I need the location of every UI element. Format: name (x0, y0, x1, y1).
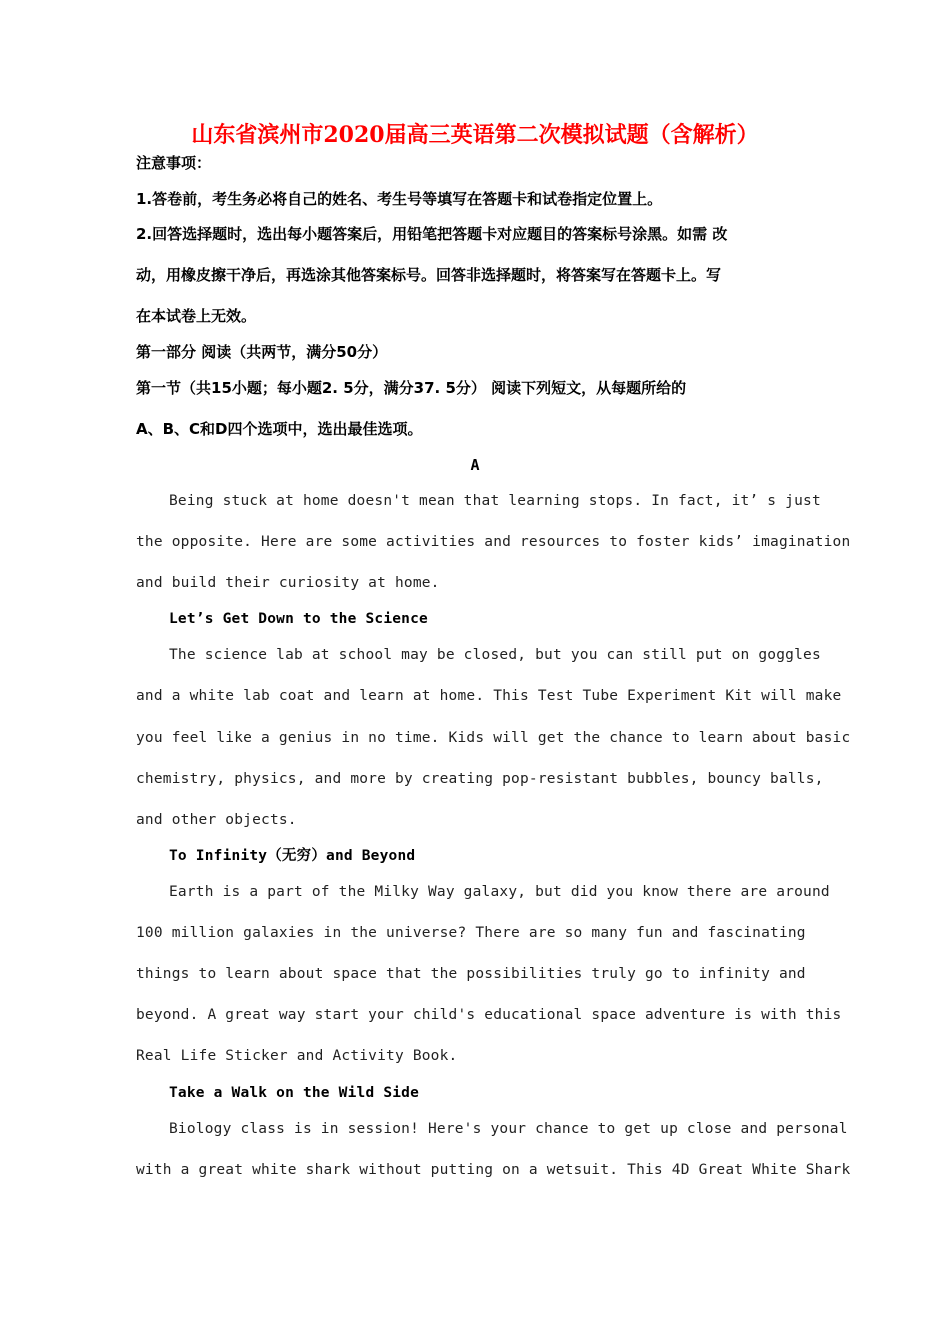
section1-instructions-line-2: A、B、C和D四个选项中，选出最佳选项。 (136, 420, 423, 438)
infinity-line-1: Earth is a part of the Milky Way galaxy, but did you know there are around (169, 884, 830, 900)
intro-line-3: and build their curiosity at home. (136, 575, 440, 591)
notes-heading: 注意事项： (136, 154, 212, 172)
section1-instructions-line-1: 第一节（共15小题；每小题2. 5分，满分37. 5分） 阅读下列短文，从每题所给的 (136, 379, 687, 397)
science-line-4: chemistry, physics, and more by creating pop-resistant bubbles, bouncy balls, (136, 771, 824, 787)
science-line-1: The science lab at school may be closed, but you can still put on goggles (169, 647, 821, 663)
infinity-line-4: beyond. A great way start your child's educational space adventure is with this (136, 1007, 842, 1023)
science-line-3: you feel like a genius in no time. Kids will get the chance to learn about basic (136, 730, 851, 746)
notes-item-2-line-3: 在本试卷上无效。 (136, 307, 257, 325)
intro-line-2: the opposite. Here are some activities and resources to foster kids’ imagination (136, 534, 851, 550)
subheading-infinity: To Infinity（无穷）and Beyond (169, 848, 416, 864)
science-line-5: and other objects. (136, 812, 297, 828)
science-line-2: and a white lab coat and learn at home. This Test Tube Experiment Kit will make (136, 688, 842, 704)
infinity-line-5: Real Life Sticker and Activity Book. (136, 1048, 458, 1064)
document-title: 山东省滨州市2020届高三英语第二次模拟试题（含解析） (191, 122, 759, 148)
subheading-science: Let’s Get Down to the Science (169, 611, 428, 627)
part1-heading: 第一部分 阅读（共两节，满分50分） (136, 343, 388, 361)
passage-letter: A (470, 456, 480, 474)
wild-side-line-1: Biology class is in session! Here's your chance to get up close and personal (169, 1121, 848, 1137)
infinity-line-2: 100 million galaxies in the universe? There are so many fun and fascinating (136, 925, 806, 941)
subheading-wild-side: Take a Walk on the Wild Side (169, 1085, 420, 1101)
notes-item-2-line-1: 2.回答选择题时，选出每小题答案后，用铅笔把答题卡对应题目的答案标号涂黑。如需 改 (136, 225, 728, 243)
intro-line-1: Being stuck at home doesn't mean that learning stops. In fact, it’ s just (169, 493, 821, 509)
wild-side-line-2: with a great white shark without putting on a wetsuit. This 4D Great White Shark (136, 1162, 851, 1178)
infinity-line-3: things to learn about space that the possibilities truly go to infinity and (136, 966, 806, 982)
notes-item-2-line-2: 动，用橡皮擦干净后，再选涂其他答案标号。回答非选择题时，将答案写在答题卡上。写 (136, 266, 722, 284)
notes-item-1: 1.答卷前，考生务必将自己的姓名、考生号等填写在答题卡和试卷指定位置上。 (136, 190, 663, 208)
